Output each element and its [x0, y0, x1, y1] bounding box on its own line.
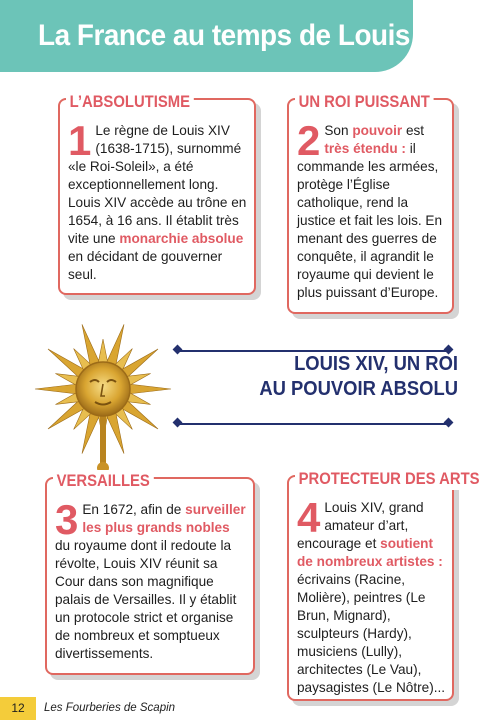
center-heading-line: LOUIS XIV, UN ROI [294, 353, 458, 375]
card-title: VERSAILLES [53, 470, 153, 492]
card-protecteur-arts [287, 470, 480, 701]
body-text: écrivains (Racine, Molière), peintres (Le Brun, Mignard), sculpteurs (Hardy), musiciens (Lully), architectes (Le Vau), paysagistes (Le Nôtre)... [297, 572, 446, 695]
card-number: 4 [297, 494, 321, 541]
highlight-text: pouvoir [352, 123, 403, 138]
bottom-divider [178, 423, 448, 425]
book-title: Les Fourberies de Scapin [44, 702, 176, 714]
highlight-text: monarchie absolue [119, 231, 244, 246]
body-text: Louis XIV, grand amateur d’art, encourage et [297, 500, 424, 551]
center-heading-line: AU POUVOIR ABSOLU [259, 378, 458, 400]
page-number: 12 [0, 697, 36, 720]
body-text: du royaume dont il redoute la révolte, Louis XIV réunit sa Cour dans son magnifique palais de Versailles. Il y établit un protocole strict et organise de nombreux et somptueux divertissements. [55, 538, 237, 661]
card-number: 1 [68, 117, 92, 164]
card-versailles [45, 472, 255, 675]
card-text [297, 494, 446, 697]
center-heading [191, 352, 458, 402]
body-text: il commande les armées, protège l’Église catholique, rend la justice et fait les lois. En menant des guerres de conquête, il agrandit le royaume qui devient le plus puissant d’Europe. [297, 141, 443, 300]
body-text: En 1672, afin de [82, 502, 186, 517]
body-text: en décidant de gouverner seul. [68, 249, 223, 282]
body-text: Son [324, 123, 353, 138]
card-text [68, 117, 248, 284]
card-title: UN ROI PUISSANT [295, 91, 433, 113]
card-absolutisme [58, 93, 256, 295]
card-number: 3 [55, 496, 79, 543]
body-text: Le règne de Louis XIV (1638-1715), surnommé «le Roi-Soleil», a été exceptionnellement long. Louis XIV accède au trône en 1654, à 16 ans. Il établit très vite une [68, 123, 247, 246]
highlight-text: soutient de nombreux artistes : [297, 536, 443, 569]
card-number: 2 [297, 117, 321, 164]
card-title: L’ABSOLUTISME [66, 91, 194, 113]
card-roi-puissant [287, 93, 454, 314]
highlight-text: surveiller les plus grands nobles [82, 502, 246, 535]
highlight-text: très étendu : [324, 141, 406, 156]
body-text: est [402, 123, 425, 138]
card-text [55, 496, 247, 663]
card-title: PROTECTEUR DES ARTS [295, 468, 483, 490]
title-banner [0, 0, 461, 72]
card-text [297, 117, 446, 302]
page-title: La France au temps de Louis XIV [38, 19, 461, 52]
sun-king-emblem-icon [28, 316, 178, 476]
